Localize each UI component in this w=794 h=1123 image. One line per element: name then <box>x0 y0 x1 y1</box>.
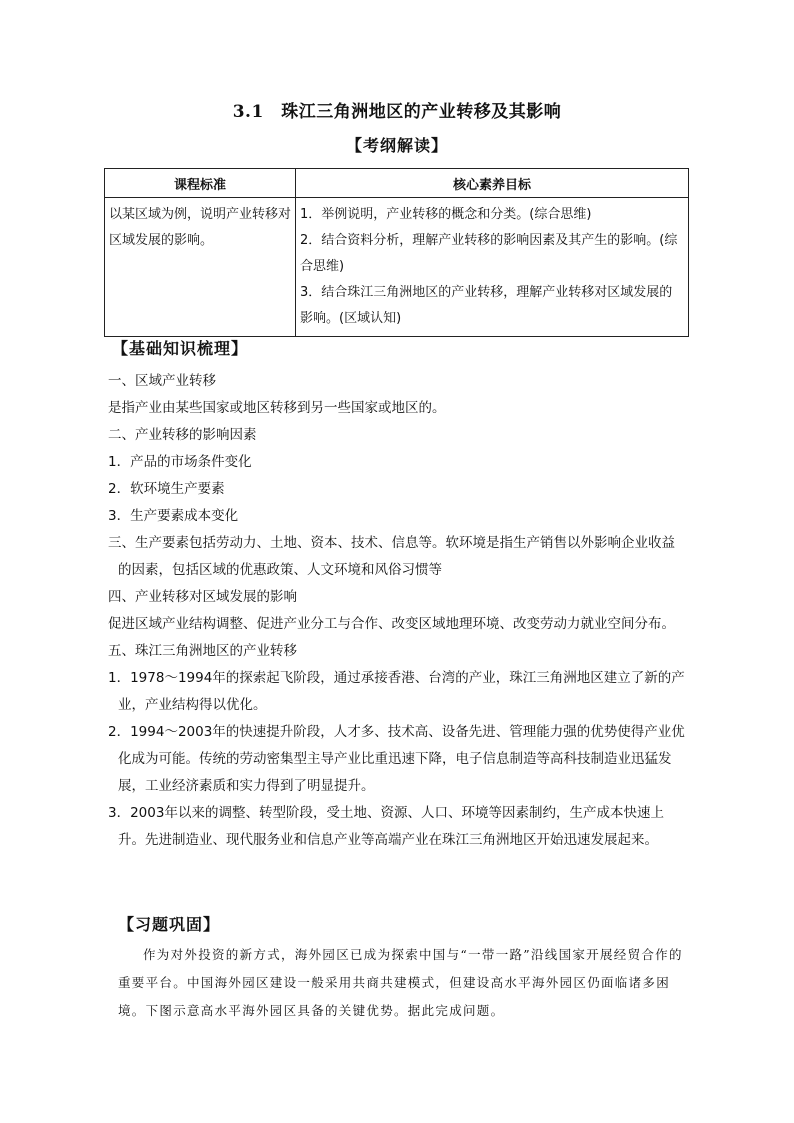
passage-text: 作为对外投资的新方式，海外园区已成为探索中国与“一带一路”沿线国家开展经贸合作的重要平台。中国海外园区建设一般采用共商共建模式，但建设高水平海外园区仍面临诸多困境。下图示意高水平海外园区具备的关键优势。据此完成问题。 <box>118 947 683 1018</box>
table-header-standard: 课程标准 <box>105 169 296 198</box>
section-heading-xiti: 【习题巩固】 <box>118 915 221 934</box>
list-item: 3．2003年以来的调整、转型阶段，受土地、资源、人口、环境等因素制约，生产成本快速上升。先进制造业、现代服务业和信息产业等高端产业在珠江三角洲地区开始迅速发展起来。 <box>108 805 664 848</box>
heading-5: 五、珠江三角洲地区的产业转移 <box>108 643 297 659</box>
list-item: 2．软环境生产要素 <box>108 481 225 497</box>
table-cell-literacy <box>296 198 689 337</box>
list-item: 2．1994～2003年的快速提升阶段，人才多、技术高、设备先进、管理能力强的优势使得产业优化成为可能。传统的劳动密集型主导产业比重迅速下降，电子信息制造等高科技制造业迅猛发展，工业经济素质和实力得到了明显提升。 <box>108 724 685 794</box>
table-header-literacy: 核心素养目标 <box>296 169 689 198</box>
heading-1: 一、区域产业转移 <box>108 373 216 389</box>
table-row <box>105 198 689 337</box>
paragraph: 三、生产要素包括劳动力、土地、资本、技术、信息等。软环境是指生产销售以外影响企业收益的因素，包括区域的优惠政策、人文环境和风俗习惯等 <box>108 535 675 578</box>
paragraph: 是指产业由某些国家或地区转移到另一些国家或地区的。 <box>108 400 446 416</box>
literacy-goal-1: 1．举例说明，产业转移的概念和分类。(综合思维) <box>300 207 592 222</box>
exercise-passage <box>118 941 684 1025</box>
page-title: 3.1 珠江三角洲地区的产业转移及其影响 <box>232 102 562 122</box>
table-header-row <box>105 169 689 198</box>
section-heading-kaogang: 【考纲解读】 <box>345 136 448 155</box>
table-cell-standard: 以某区域为例，说明产业转移对区域发展的影响。 <box>105 198 296 337</box>
literacy-goal-2: 2．结合资料分析，理解产业转移的影响因素及其产生的影响。(综合思维) <box>300 233 678 274</box>
list-item: 1．1978～1994年的探索起飞阶段，通过承接香港、台湾的产业，珠江三角洲地区建立了新的产业，产业结构得以优化。 <box>108 670 685 713</box>
list-item: 1．产品的市场条件变化 <box>108 454 252 470</box>
heading-4: 四、产业转移对区域发展的影响 <box>108 589 297 605</box>
heading-2: 二、产业转移的影响因素 <box>108 427 257 443</box>
list-item: 3．生产要素成本变化 <box>108 508 239 524</box>
paragraph: 促进区域产业结构调整、促进产业分工与合作、改变区域地理环境、改变劳动力就业空间分布。 <box>108 616 675 632</box>
knowledge-body <box>108 368 688 854</box>
section-heading-jichu: 【基础知识梳理】 <box>112 339 249 358</box>
literacy-goal-3: 3．结合珠江三角洲地区的产业转移，理解产业转移对区域发展的影响。(区域认知) <box>300 285 673 326</box>
curriculum-table <box>104 168 689 337</box>
